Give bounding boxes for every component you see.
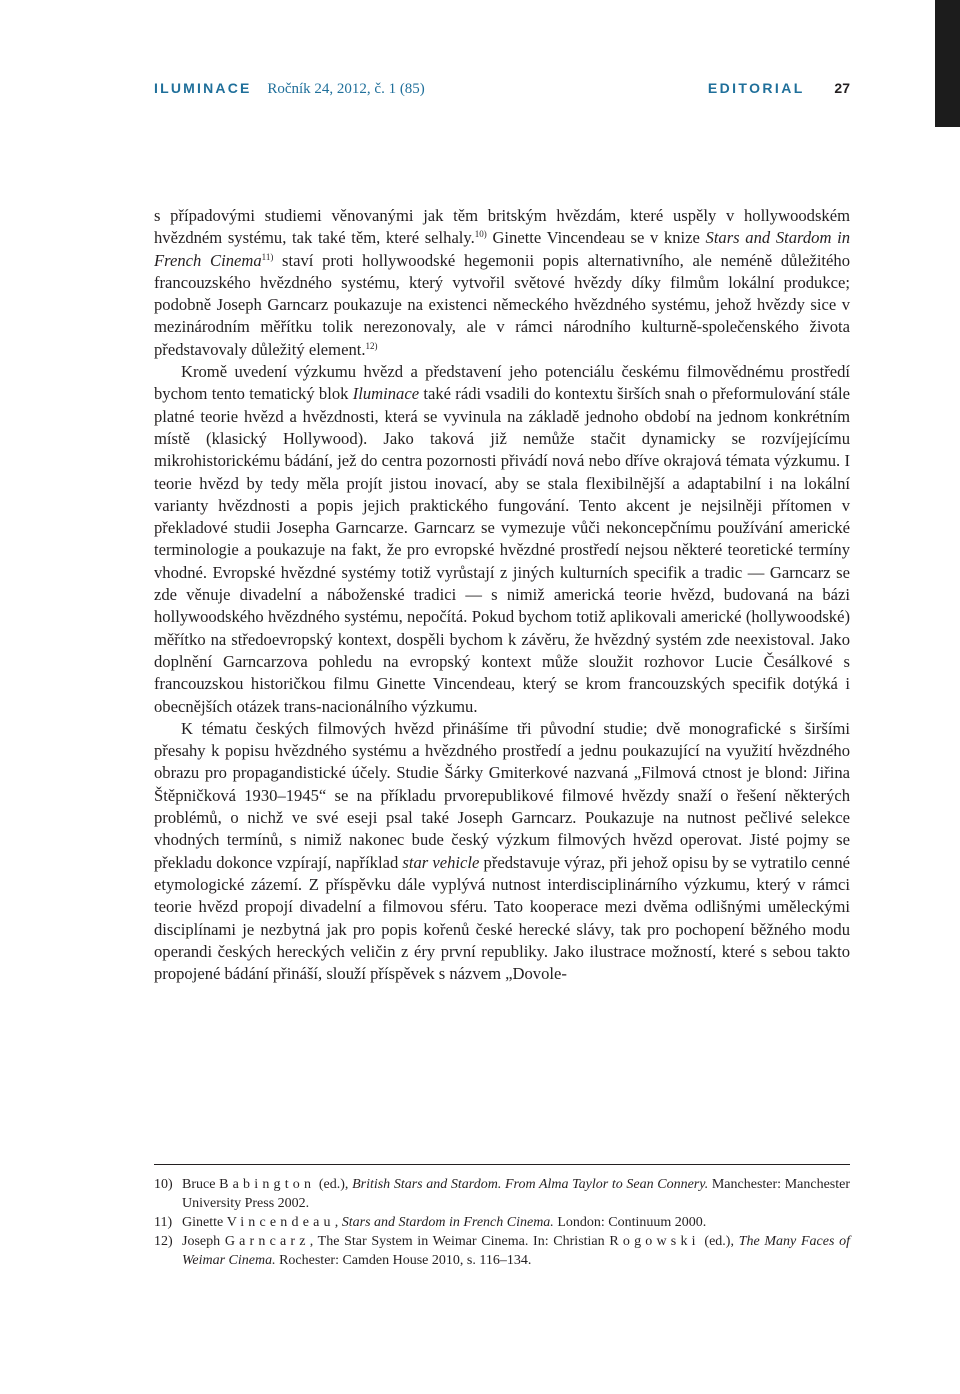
footnote-editor-surname: Rogowski <box>609 1234 700 1249</box>
footnote-number: 10) <box>154 1177 173 1192</box>
footnote-text <box>182 1175 850 1213</box>
footnote-ref-10[interactable]: 10) <box>474 229 487 240</box>
paragraph-text: Ginette Vincendeau se v knize <box>486 228 706 248</box>
footnote-fragment: Rochester: Camden House 2010, s. 116–134. <box>275 1253 532 1268</box>
footnote-author-first: Bruce <box>182 1177 220 1192</box>
paragraph-text: s případovými studiemi věnovanými jak těm britským hvězdám, které uspěly v hollywoodském hvězdném systému, tak také těm, které selhaly. <box>154 206 850 248</box>
term-italic: star vehicle <box>402 852 480 872</box>
paragraph-1 <box>154 205 850 361</box>
footnote-title: The Many Faces of Weimar Cinema. <box>182 1234 850 1268</box>
footnote-12 <box>154 1232 850 1270</box>
footnote-fragment: , <box>334 1215 342 1230</box>
footnote-number: 11) <box>154 1215 173 1230</box>
footnote-text <box>182 1232 850 1270</box>
footnote-10 <box>154 1175 850 1213</box>
paragraph-text: představuje výraz, při jehož opisu by se vytratilo cenné etymologické zázemí. Z příspěvku dále vyplývá nutnost interdisciplinárního výzkumu, který v rámci teorie hvězd propojí divadelní a filmovou sféru. Tato kooperace mezi dvěma odlišnými uměleckými disciplínami je nezbytná jak pro popis kořenů české herecké slávy, tak pro pochopení běžného modu operandi českých hereckých veličin z éry první republiky. Jako ilustrace možností, které s sebou takto propojené bádání přináší, slouží příspěvek s názvem „Dovole- <box>154 852 850 984</box>
header-right <box>708 78 850 99</box>
running-header <box>154 78 850 98</box>
footnote-fragment: , The Star System in Weimar Cinema. In: Christian <box>309 1234 610 1249</box>
paragraph-text: také rádi vsadili do kontextu širších snah o přeformulování stále platné teorie hvězd a hvězdnosti, která se vyvinula na základě jednoho období na jednom konkrétním místě (klasický Hollywood). Jako taková již nemůže stačit dynamicky se rozvíjejícímu mikrohistorickému bádání, jež do centra pozornosti přivádí nová nebo dříve okrajová témata výzkumu. I teorie hvězd by tedy měla projít jistou inovací, aby se stala flexibilnější a adaptabilní i na lokální varianty hvězdnosti a popis jejich praktického fungování. Tento akcent je nejsilněji přítomen v překladové studii Josepha Garncarze. Garncarz se vymezuje vůči nekoncepčnímu používání americké terminologie a poukazuje na fakt, že pro evropské hvězdné prostředí nejsou některé teoretické termíny vhodné. Evropské hvězdné systémy totiž vyrůstají z jiných kulturních specifik a tradic — Garncarz se zde věnuje divadelní a náboženské tradici — s nimiž americká teorie hvězd, budovaná na bázi hollywoodského hvězdného systému, nepočítá. Pokud bychom totiž aplikovali americké (hollywoodské) měřítko na středoevropský kontext, dospěli bychom k závěru, že hvězdný systém zde neexistoval. Jako doplnění Garncarzova pohledu na evropský kontext může sloužit rozhovor Lucie Česálkové s francouzskou historičkou filmu Ginette Vincendeau, který se krom francouzských specifik dotýká i obecnějších otázek trans-nacionálního výzkumu. <box>154 384 850 716</box>
page-number: 27 <box>834 80 850 96</box>
footnote-fragment: London: Continuum 2000. <box>553 1215 707 1230</box>
article-body <box>154 205 850 985</box>
paragraph-text: K tématu českých filmových hvězd přinášíme tři původní studie; dvě monografické s širšími přesahy k popisu hvězdného systému a hvězdného prostředí a jednu poukazující na využití hvězdného obrazu pro propagandistické účely. Studie Šárky Gmiterkové nazvaná „Filmová ctnost je blond: Jiřina Štěpničková 1930–1945“ se na příkladu prvorepublikové filmové hvězdy snaží o řešení některých problémů, o nichž ve své eseji psal také Joseph Garncarz. Poukazuje na nutnost pečlivé selekce vhodných termínů, s nimiž nakonec bude český výzkum filmových hvězd operovat. Jisté pojmy se překladu dokonce vzpírají, například <box>154 718 850 872</box>
footnote-author-surname: Vincendeau <box>226 1215 335 1230</box>
footnote-title: Stars and Stardom in French Cinema. <box>341 1215 554 1230</box>
footnote-ref-12[interactable]: 12) <box>365 340 378 351</box>
page-edge-tab <box>935 0 960 127</box>
section-name: EDITORIAL <box>707 80 805 96</box>
footnote-fragment: (ed.), <box>315 1177 353 1192</box>
footnote-author-surname: Garncarz <box>224 1234 310 1249</box>
footnote-11 <box>154 1213 850 1232</box>
book-title: Stars and Stardom in French Cinema <box>154 228 850 270</box>
issue-info: Ročník 24, 2012, č. 1 (85) <box>267 81 425 97</box>
footnote-author-surname: Babington <box>219 1177 316 1192</box>
footnote-divider <box>154 1164 850 1165</box>
footnote-text <box>182 1213 850 1232</box>
footnote-number: 12) <box>154 1234 173 1249</box>
paragraph-2 <box>154 361 850 718</box>
footnote-author-first: Joseph <box>182 1234 225 1249</box>
footnote-fragment: (ed.), <box>699 1234 739 1249</box>
journal-title: Iluminace <box>352 384 420 404</box>
paragraph-text: Kromě uvedení výzkumu hvězd a představení jeho potenciálu českému filmovědnému prostředí bychom tento tematický blok <box>154 362 850 404</box>
footnote-title: British Stars and Stardom. From Alma Taylor to Sean Connery. <box>352 1177 709 1192</box>
footnote-author-first: Ginette <box>182 1215 227 1230</box>
footnotes <box>154 1175 850 1270</box>
paragraph-text: staví proti hollywoodské hegemonii popis alternativního, ale neméně důležitého francouzského hvězdného systému, který vytvořil světové hvězdy díky filmům lokální produkce; podobně Joseph Garncarz poukazuje na existenci německého hvězdného systému, jehož hvězdy sice v mezinárodním měřítku tolik nerezonovaly, ale v rámci národního kulturně-společenského života představovaly důležitý element. <box>154 250 850 359</box>
journal-name: ILUMINACE <box>154 80 252 96</box>
paragraph-3 <box>154 718 850 986</box>
footnote-fragment: Manchester: Manchester University Press 2002. <box>182 1177 850 1211</box>
footnote-ref-11[interactable]: 11) <box>261 251 274 262</box>
